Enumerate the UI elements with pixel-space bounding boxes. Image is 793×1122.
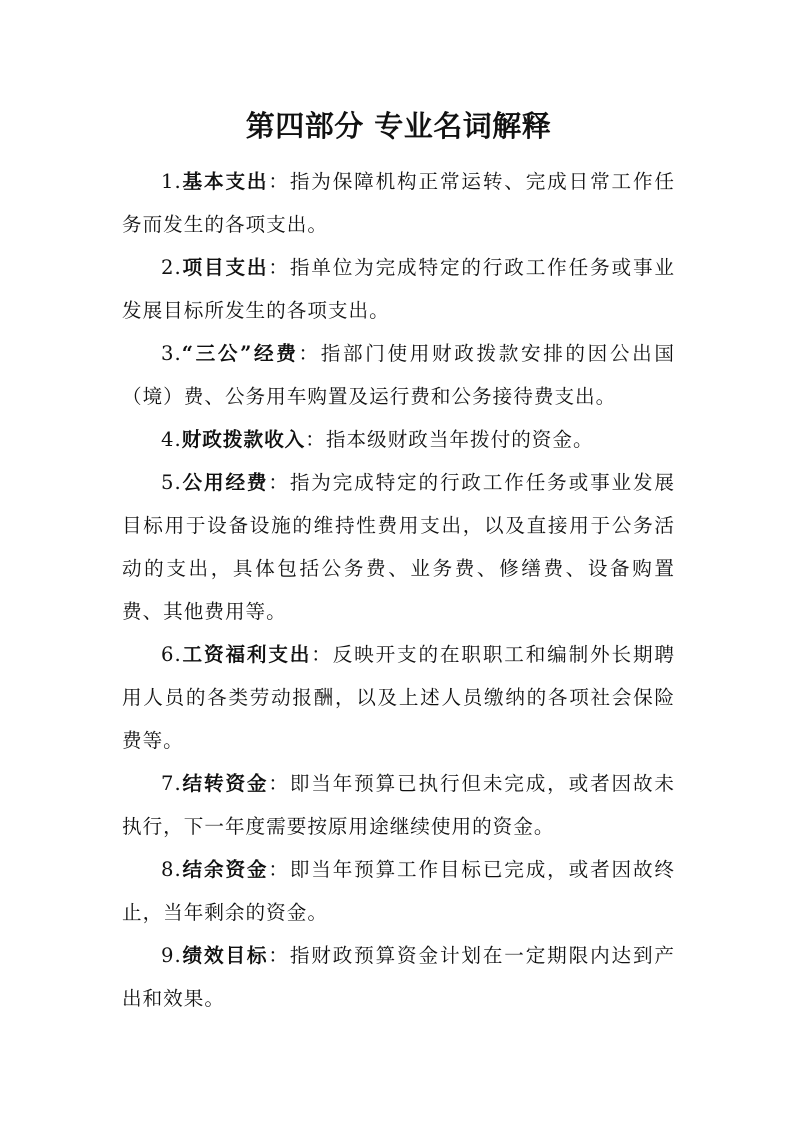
- item-separator: ：: [268, 772, 290, 795]
- item-definition: 指单位为完成特定的行政工作任务或事业发展目标所发生的各项支出。: [122, 256, 676, 322]
- item-definition: 反映开支的在职职工和编制外长期聘用人员的各类劳动报酬，以及上述人员缴纳的各项社会保险费等。: [122, 643, 676, 752]
- item-term: 基本支出: [181, 170, 269, 193]
- glossary-item: [122, 418, 675, 461]
- item-term: 工资福利支出: [181, 643, 312, 666]
- item-definition: 即当年预算工作目标已完成，或者因故终止，当年剩余的资金。: [122, 858, 676, 924]
- item-number: 2.: [161, 256, 182, 279]
- item-separator: ：: [268, 944, 290, 967]
- item-definition: 指部门使用财政拨款安排的因公出国（境）费、公务用车购置及运行费和公务接待费支出。: [122, 342, 676, 408]
- item-term: 绩效目标: [181, 944, 269, 967]
- glossary-item: [122, 246, 675, 332]
- glossary-item: [122, 762, 675, 848]
- item-separator: ：: [298, 342, 321, 365]
- item-definition: 指本级财政当年拨付的资金。: [325, 428, 594, 451]
- item-term: 财政拨款收入: [181, 428, 306, 451]
- item-definition: 即当年预算已执行但未完成，或者因故未执行，下一年度需要按原用途继续使用的资金。: [122, 772, 676, 838]
- glossary-item: [122, 160, 675, 246]
- item-term: 结转资金: [181, 772, 269, 795]
- glossary-item: [122, 332, 675, 418]
- glossary-list: [122, 160, 675, 1020]
- item-term: 公用经费: [181, 471, 269, 494]
- item-number: 4.: [161, 428, 182, 451]
- item-number: 9.: [161, 944, 182, 967]
- item-separator: ：: [305, 428, 326, 451]
- glossary-item: [122, 934, 675, 1020]
- item-term: 结余资金: [181, 858, 269, 881]
- item-definition: 指财政预算资金计划在一定期限内达到产出和效果。: [122, 944, 676, 1010]
- item-separator: ：: [311, 643, 333, 666]
- item-definition: 指为完成特定的行政工作任务或事业发展目标用于设备设施的维持性费用支出，以及直接用于公务活动的支出，具体包括公务费、业务费、修缮费、设备购置费、其他费用等。: [122, 471, 676, 623]
- item-definition: 指为保障机构正常运转、完成日常工作任务而发生的各项支出。: [122, 170, 676, 236]
- item-number: 6.: [161, 643, 182, 666]
- item-term: “三公”经费: [181, 342, 299, 365]
- glossary-item: [122, 461, 675, 633]
- item-term: 项目支出: [181, 256, 269, 279]
- page-title: 第四部分 专业名词解释: [245, 109, 552, 143]
- item-separator: ：: [268, 256, 290, 279]
- item-separator: ：: [268, 858, 290, 881]
- item-number: 7.: [161, 772, 182, 795]
- item-number: 5.: [161, 471, 182, 494]
- item-separator: ：: [268, 170, 290, 193]
- item-number: 1.: [161, 170, 182, 193]
- glossary-item: [122, 848, 675, 934]
- item-separator: ：: [268, 471, 290, 494]
- item-number: 8.: [161, 858, 182, 881]
- item-number: 3.: [161, 342, 182, 365]
- glossary-item: [122, 633, 675, 762]
